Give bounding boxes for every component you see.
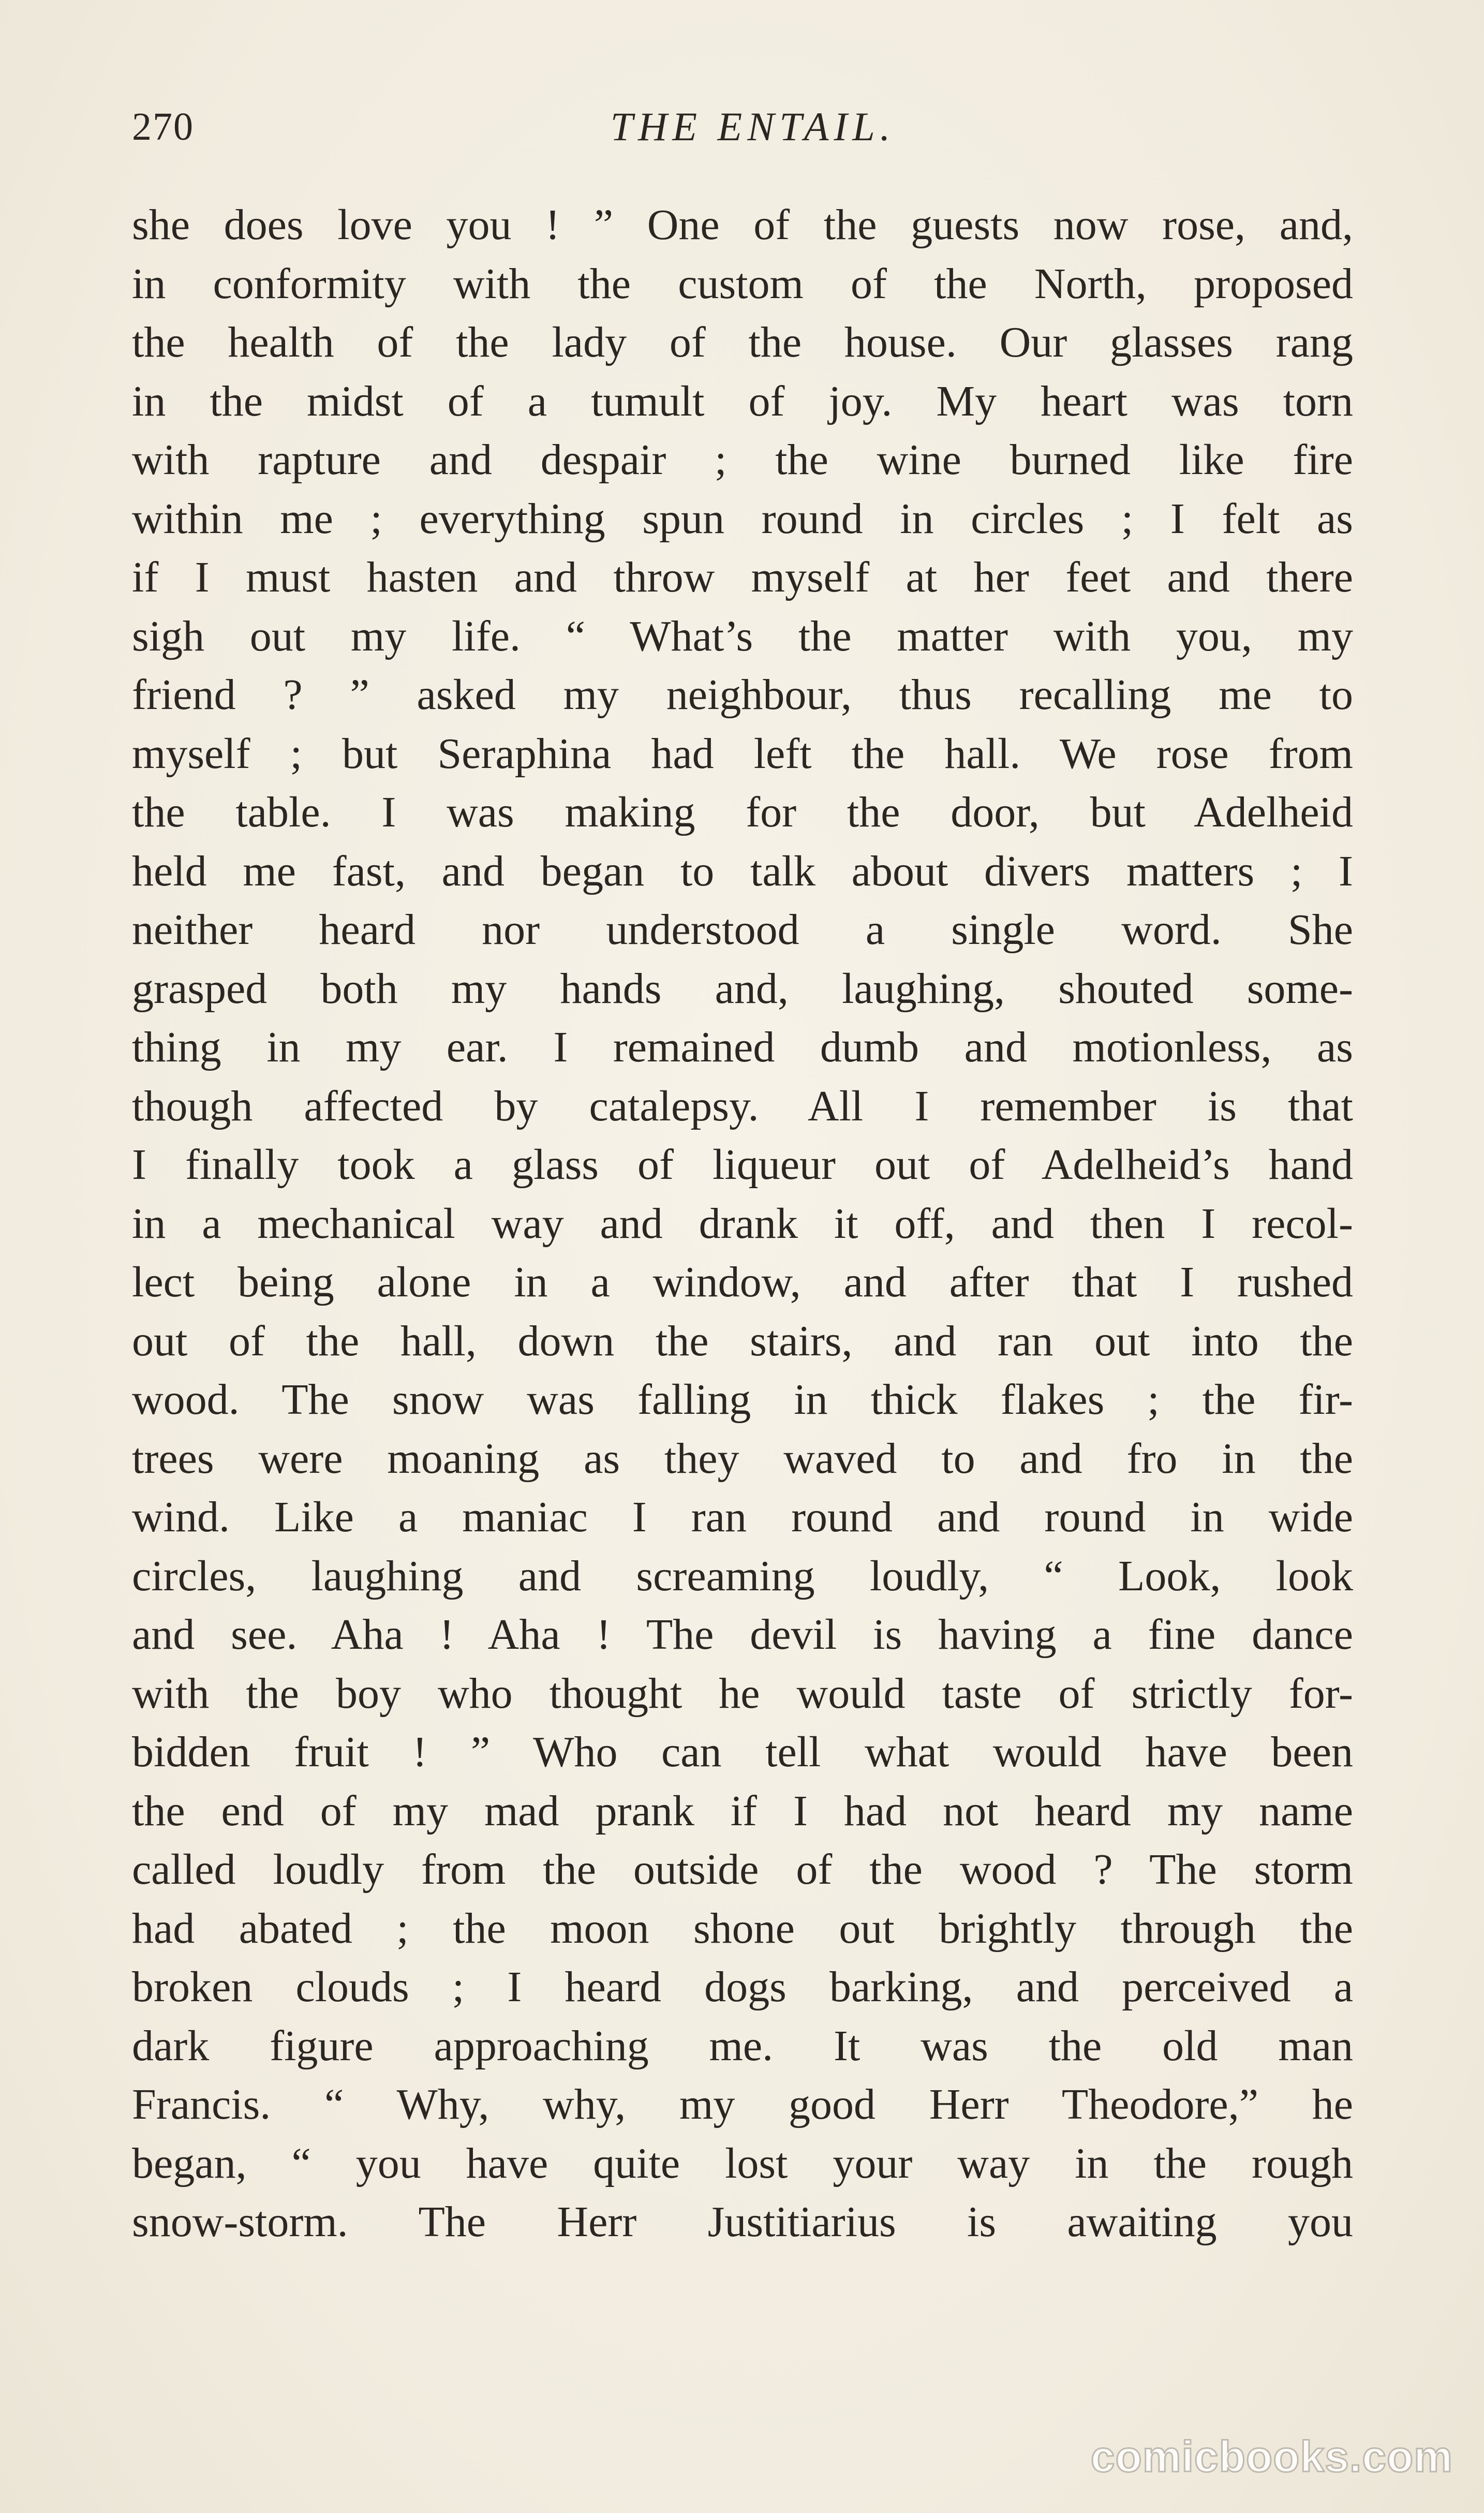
text-line: though affected by catalepsy. All I remember is that (132, 1082, 1353, 1130)
text-line: in conformity with the custom of the North, proposed (132, 259, 1353, 308)
text-line: bidden fruit ! ” Who can tell what would have been (132, 1728, 1353, 1776)
running-head (132, 98, 1353, 155)
text-line: if I must hasten and throw myself at her feet and there (132, 553, 1353, 601)
text-line: I finally took a glass of liqueur out of Adelheid’s hand (132, 1141, 1353, 1189)
text-line: wind. Like a maniac I ran round and round in wide (132, 1493, 1353, 1541)
text-line: the end of my mad prank if I had not heard my name (132, 1786, 1353, 1835)
text-line: within me ; everything spun round in circles ; I felt as (132, 494, 1353, 543)
text-line: neither heard nor understood a single word. She (132, 906, 1353, 954)
text-line: in a mechanical way and drank it off, and then I recol- (132, 1199, 1353, 1248)
body-text (132, 196, 1353, 2252)
text-line: dark figure approaching me. It was the old man (132, 2021, 1353, 2070)
text-line: had abated ; the moon shone out brightly through the (132, 1904, 1353, 1953)
text-line: the health of the lady of the house. Our glasses rang (132, 318, 1353, 366)
text-line: Francis. “ Why, why, my good Herr Theodore,” he (132, 2080, 1353, 2128)
text-line: sigh out my life. “ What’s the matter with you, my (132, 612, 1353, 660)
text-line: and see. Aha ! Aha ! The devil is having a fine dance (132, 1610, 1353, 1659)
text-line: began, “ you have quite lost your way in the rough (132, 2139, 1353, 2187)
text-line: held me fast, and began to talk about divers matters ; I (132, 847, 1353, 895)
text-line: out of the hall, down the stairs, and ran out into the (132, 1317, 1353, 1365)
text-line: friend ? ” asked my neighbour, thus recalling me to (132, 671, 1353, 719)
page-number: 270 (132, 105, 194, 149)
watermark-logo: comicbooks.com (1090, 2432, 1453, 2481)
text-line: wood. The snow was falling in thick flakes ; the fir- (132, 1376, 1353, 1424)
text-line: myself ; but Seraphina had left the hall. We rose from (132, 729, 1353, 778)
text-line: with rapture and despair ; the wine burned like fire (132, 436, 1353, 484)
text-line: broken clouds ; I heard dogs barking, and perceived a (132, 1963, 1353, 2011)
text-line: she does love you ! ” One of the guests now rose, and, (132, 201, 1353, 249)
text-line: lect being alone in a window, and after that I rushed (132, 1258, 1353, 1306)
text-line: circles, laughing and screaming loudly, “ Look, look (132, 1551, 1353, 1600)
text-line: in the midst of a tumult of joy. My heart was torn (132, 377, 1353, 425)
text-line: snow-storm. The Herr Justitiarius is awaiting you (132, 2198, 1353, 2246)
text-line: grasped both my hands and, laughing, shouted some- (132, 964, 1353, 1013)
text-line: trees were moaning as they waved to and fro in the (132, 1434, 1353, 1483)
text-line: thing in my ear. I remained dumb and motionless, as (132, 1023, 1353, 1071)
text-line: the table. I was making for the door, but Adelheid (132, 788, 1353, 836)
text-line: with the boy who thought he would taste of strictly for- (132, 1669, 1353, 1718)
running-title: THE ENTAIL. (610, 104, 896, 149)
text-line: called loudly from the outside of the wood ? The storm (132, 1845, 1353, 1894)
